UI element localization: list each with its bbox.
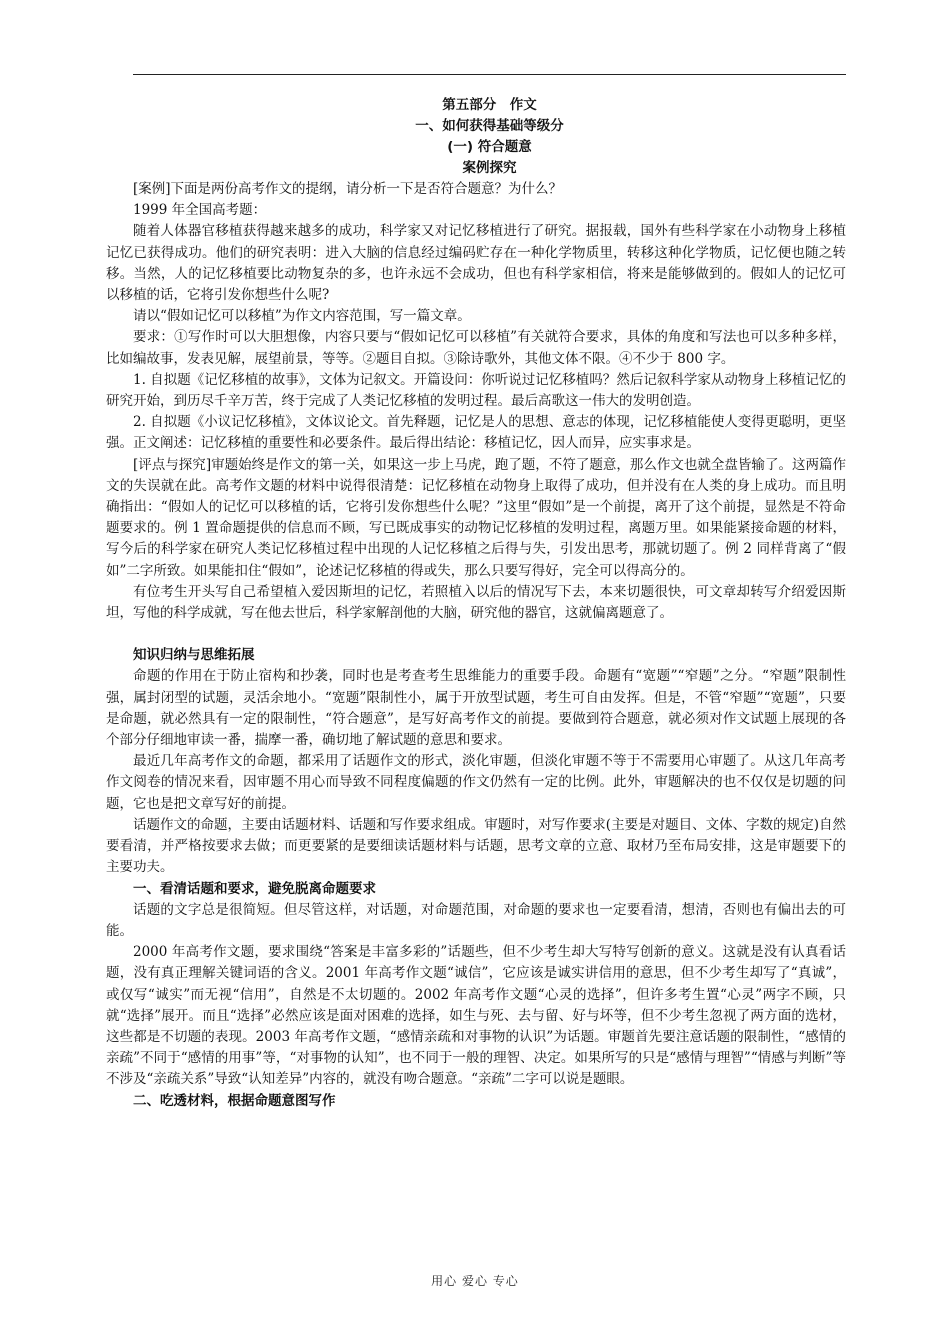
knowledge-paragraph-1: 命题的作用在于防止宿构和抄袭，同时也是考查考生思维能力的重要手段。命题有“宽题”“窄题”之分。“窄题”限制性强，属封闭型的试题，灵活余地小。“宽题”限制性小，属于开放型试题，考生可自由发挥。但是，不管“窄题”“宽题”，只要是命题，就必然具有一定的限制性，“符合题意”，是写好高考作文的前提。要做到符合题意，就必须对作文试题上展现的各个部分仔细地审读一番，揣摩一番，确切地了解试题的意思和要求。 xyxy=(106,668,846,749)
knowledge-paragraph-5: 2000 年高考作文题，要求围绕“答案是丰富多彩的”话题些，但不少考生却大写特写创新的意义。这就是没有认真看话题，没有真正理解关键词语的含义。2001 年高考作文题“诚信”，它应该是诚实讲信用的意思，但不少考生却写了“真诚”，或仅写“诚实”而无视“信用”，自然是不太切题的。2002 年高考作文题“心灵的选择”，但许多考生置“心灵”两字不顾，只就“选择”展开。而且“选择”必然应该是面对困难的选择，如生与死、去与留、好与坏等，但不少考生忽视了两方面的选材，这些都是不切题的表现。2003 年高考作文题，“感情亲疏和对事物的认识”为话题。审题首先要注意话题的限制性，“感情的亲疏”不同于“感情的用事”等，“对事物的认知”，也不同于一般的理智、决定。如果所写的只是“感情与理智”“情感与判断”等不涉及“亲疏关系”导致“认知差异”内容的，就没有吻合题意。“亲疏”二字可以说是题眼。 xyxy=(106,944,846,1088)
case-prompt: 随着人体器官移植获得越来越多的成功，科学家又对记忆移植进行了研究。据报载，国外有些科学家在小动物身上移植记忆已获得成功。他们的研究表明：进入大脑的信息经过编码贮存在一种化学物质里，转移这种化学物质，记忆便也随之转移。当然，人的记忆移植要比动物复杂的多，也许永远不会成功，但也有科学家相信，将来是能够做到的。假如人的记忆可以移植的话，它将引发你想些什么呢? xyxy=(106,223,846,304)
case-heading: 案例探究 xyxy=(462,160,517,176)
knowledge-subheading-1: 一、看清话题和要求，避免脱离命题要求 xyxy=(133,880,376,897)
knowledge-paragraph-3: 话题作文的命题，主要由话题材料、话题和写作要求组成。审题时，对写作要求(主要是对题目、文体、字数的规定)自然要看清，并严格按要求去做；而更要紧的是要细读话题材料与话题，思考文章的立意、取材乃至布局安排，这是审题要下的主要功夫。 xyxy=(106,816,846,876)
case-outline-1: 1. 自拟题《记忆移植的故事》，文体为记叙文。开篇设问：你听说过记忆移植吗？然后记叙科学家从动物身上移植记忆的研究开始，到历尽千辛万苦，终于完成了人类记忆移植的发明过程。最后高歌这一伟大的发明创造。 xyxy=(106,371,846,410)
knowledge-heading: 知识归纳与思维拓展 xyxy=(133,647,255,664)
subsection-title: (一) 符合题意 xyxy=(447,139,532,155)
document-body xyxy=(106,95,846,1112)
case-year: 1999 年全国高考题： xyxy=(133,202,267,219)
case-requirements: 要求：①写作时可以大胆想像，内容只要与“假如记忆可以移植”有关就符合要求，具体的角度和写法也可以多种多样，比如编故事，发表见解，展望前景，等等。②题目自拟。③除诗歌外，其他文体不限。④不少于 800 字。 xyxy=(106,329,846,367)
case-scope: 请以“假如记忆可以移植”为作文内容范围，写一篇文章。 xyxy=(133,308,471,325)
case-intro: [案例]下面是两份高考作文的提纲，请分析一下是否符合题意？为什么？ xyxy=(133,181,563,197)
page-footer: 用心 爱心 专心 xyxy=(431,1274,519,1288)
case-example: 有位考生开头写自己希望植入爱因斯坦的记忆，若照植入以后的情况写下去，本来切题很快，可文章却转写介绍爱因斯坦，写他的科学成就，写在他去世后，科学家解剖他的大脑，研究他的器官，这就偏离题意了。 xyxy=(106,583,846,622)
knowledge-subheading-2: 二、吃透材料，根据命题意图写作 xyxy=(133,1092,336,1109)
section-gap xyxy=(106,624,846,645)
case-comment: [评点与探究]审题始终是作文的第一关，如果这一步上马虎，跑了题，不符了题意，那么作文也就全盘皆输了。这两篇作文的失误就在此。高考作文题的材料中说得很清楚：记忆移植在动物身上取得了成功，但并没有在人类的身上成功。而且明确指出：“假如人的记忆可以移植的话，它将引发你想些什么呢？”这里“假如”是一个前提，离开了这个前提，显然是不符命题要求的。例 1 置命题提供的信息而不顾，写已既成事实的动物记忆移植的发明过程，离题万里。如果能紧接命题的材料，写今后的科学家在研究人类记忆移植过程中出现的人记忆移植之后得与失，引发出思考，那就切题了。例 2 同样背离了“假如”二字所致。如果能扣住“假如”，论述记忆移植的得或失，那么只要写得好，完全可以得高分的。 xyxy=(106,456,846,579)
knowledge-paragraph-4: 话题的文字总是很简短。但尽管这样，对话题，对命题范围，对命题的要求也一定要看清，想清，否则也有偏出去的可能。 xyxy=(106,901,846,939)
part-title: 第五部分 作文 xyxy=(442,97,537,113)
section-title: 一、如何获得基础等级分 xyxy=(415,118,564,134)
knowledge-paragraph-2: 最近几年高考作文的命题，都采用了话题作文的形式，淡化审题，但淡化审题不等于不需要用心审题了。从这几年高考作文阅卷的情况来看，因审题不用心而导致不同程度偏题的作文仍然有一定的比例。此外，审题解决的也不仅仅是切题的问题，它也是把文章写好的前提。 xyxy=(106,753,846,812)
case-outline-2: 2. 自拟题《小议记忆移植》，文体议论文。首先释题，记忆是人的思想、意志的体现，记忆移植能使人变得更聪明，更坚强。正文阐述：记忆移植的重要性和必要条件。最后得出结论：移植记忆，因人而异，应实事求是。 xyxy=(106,414,846,452)
header-rule xyxy=(133,74,846,75)
